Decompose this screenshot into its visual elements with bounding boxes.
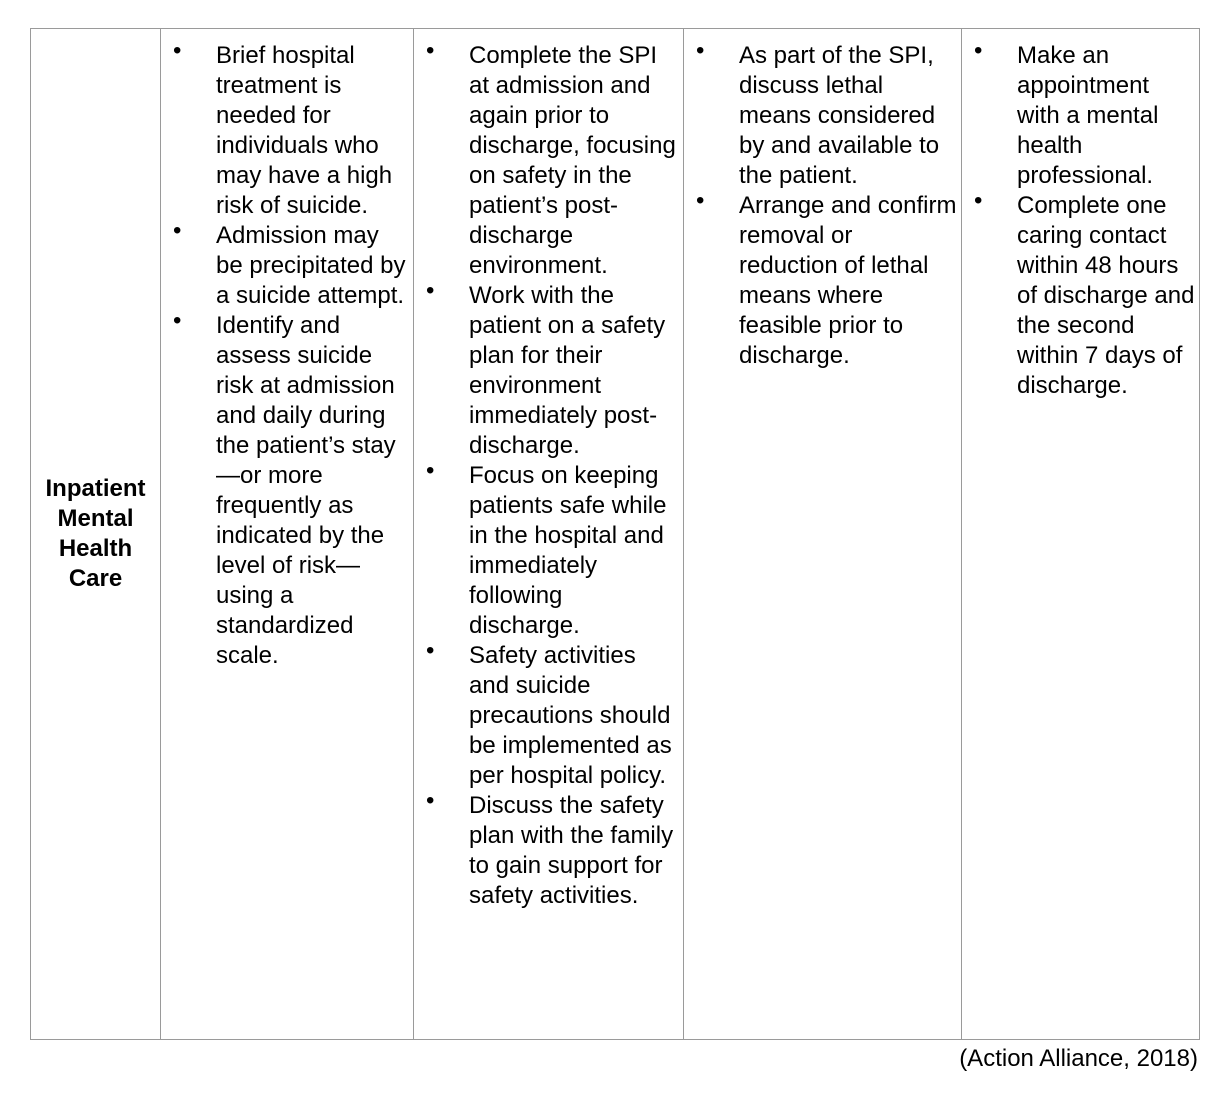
row-header-cell [31, 29, 161, 1040]
list-item: • Identify and assess suicide risk at admission and daily during the patient’s stay —or more frequently as indicated by the level of risk— using a standardized scale. [173, 307, 396, 669]
care-table [30, 28, 1200, 1040]
list-item: • Admission may be precipitated by a suicide attempt. [173, 217, 406, 309]
bullet-icon: • [696, 37, 705, 64]
bullet-list-1 [161, 29, 413, 671]
bullet-icon: • [974, 187, 983, 214]
list-item: • Work with the patient on a safety plan for their environment immediately post-discharge. [426, 277, 666, 459]
bullet-icon: • [426, 637, 435, 664]
bullet-list-4 [962, 29, 1199, 401]
bullet-icon: • [426, 277, 435, 304]
bullet-icon: • [426, 37, 435, 64]
list-item: • Complete the SPI at admission and again prior to discharge, focusing on safety in the patient’s post-discharge environment. [426, 37, 676, 279]
column-cell-2 [414, 29, 684, 1040]
list-item: • Arrange and confirm removal or reduction of lethal means where feasible prior to discharge. [696, 187, 957, 369]
bullet-icon: • [426, 787, 435, 814]
list-item: • Discuss the safety plan with the family to gain support for safety activities. [426, 787, 674, 909]
list-item: • Complete one caring contact within 48 hours of discharge and the second within 7 days of discharge. [974, 187, 1195, 399]
bullet-list-2 [414, 29, 683, 911]
bullet-icon: • [426, 457, 435, 484]
bullet-icon: • [974, 37, 983, 64]
column-cell-4 [962, 29, 1200, 1040]
list-item: • Make an appointment with a mental health professional. [974, 37, 1159, 189]
list-item: • Brief hospital treatment is needed for individuals who may have a high risk of suicide. [173, 37, 393, 219]
column-cell-3 [684, 29, 962, 1040]
table-row [31, 29, 1200, 1040]
citation: (Action Alliance, 2018) [959, 1045, 1198, 1072]
bullet-icon: • [173, 217, 182, 244]
bullet-icon: • [173, 307, 182, 334]
bullet-list-3 [684, 29, 961, 371]
list-item: • Focus on keeping patients safe while in the hospital and immediately following discharge. [426, 457, 667, 639]
list-item: • As part of the SPI, discuss lethal means considered by and available to the patient. [696, 37, 940, 189]
bullet-icon: • [696, 187, 705, 214]
column-cell-1 [161, 29, 414, 1040]
row-header-label: Inpatient Mental Health Care [45, 475, 146, 592]
list-item: • Safety activities and suicide precautions should be implemented as per hospital policy. [426, 637, 672, 789]
bullet-icon: • [173, 37, 182, 64]
